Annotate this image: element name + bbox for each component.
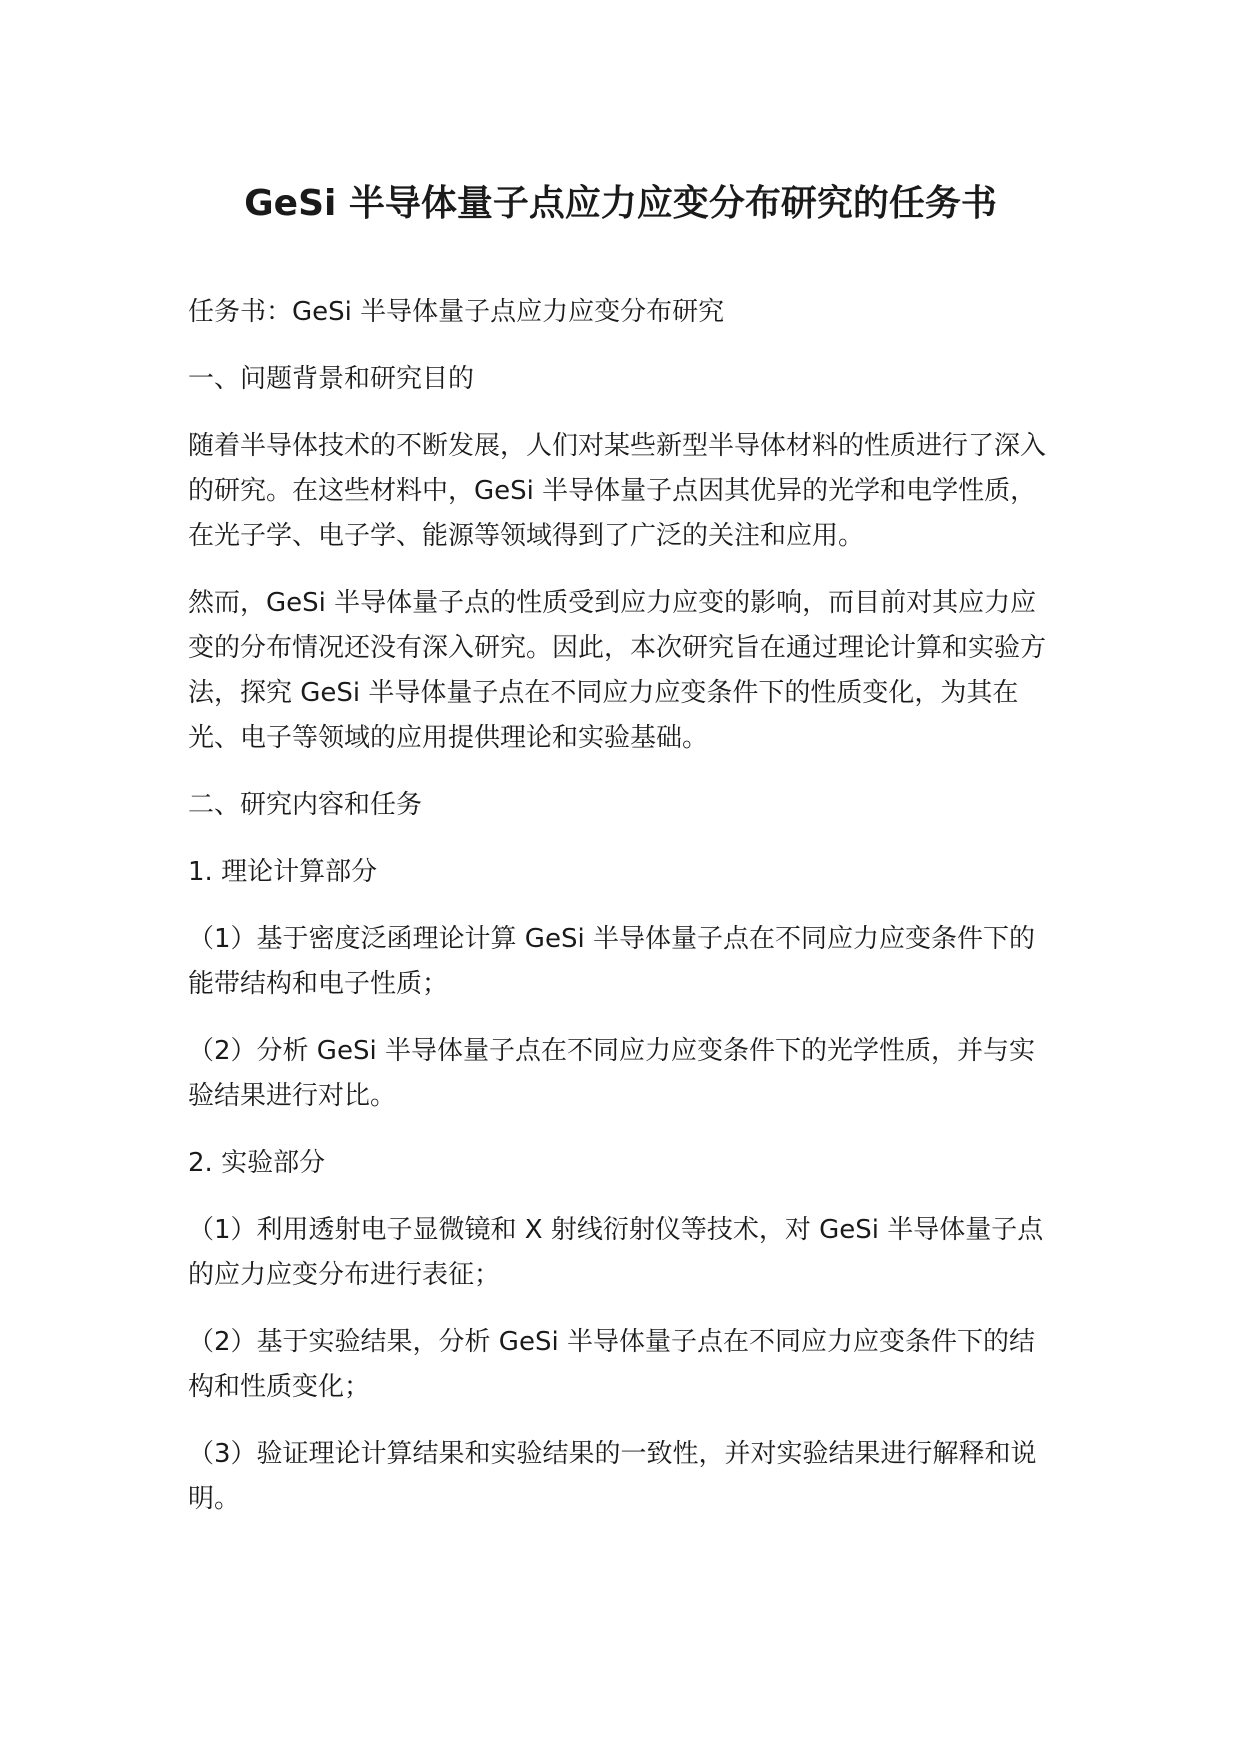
theory-item-1: （1）基于密度泛函理论计算 GeSi 半导体量子点在不同应力应变条件下的能带结构和电子性质； [188, 924, 1035, 999]
paragraph-purpose: 然而，GeSi 半导体量子点的性质受到应力应变的影响，而目前对其应力应变的分布情况还没有深入研究。因此，本次研究旨在通过理论计算和实验方法，探究 GeSi 半导体量子点在不同应力应变条件下的性质变化，为其在光、电子等领域的应用提供理论和实验基础。 [188, 588, 1047, 753]
experiment-item-1: （1）利用透射电子显微镜和 X 射线衍射仪等技术，对 GeSi 半导体量子点的应力应变分布进行表征； [188, 1215, 1044, 1290]
task-book-heading: 任务书：GeSi 半导体量子点应力应变分布研究 [188, 297, 725, 327]
experiment-item-2: （2）基于实验结果，分析 GeSi 半导体量子点在不同应力应变条件下的结构和性质变化； [188, 1327, 1035, 1402]
section-heading-content: 二、研究内容和任务 [188, 790, 423, 820]
subsection-heading-theory: 1. 理论计算部分 [188, 857, 378, 887]
section-heading-background: 一、问题背景和研究目的 [188, 364, 475, 394]
document-body [188, 290, 1058, 1544]
subsection-heading-experiment: 2. 实验部分 [188, 1148, 326, 1178]
experiment-item-3: （3）验证理论计算结果和实验结果的一致性，并对实验结果进行解释和说明。 [188, 1439, 1037, 1514]
document-title: GeSi 半导体量子点应力应变分布研究的任务书 [244, 183, 997, 224]
paragraph-background: 随着半导体技术的不断发展，人们对某些新型半导体材料的性质进行了深入的研究。在这些材料中，GeSi 半导体量子点因其优异的光学和电学性质，在光子学、电子学、能源等领域得到了广泛的关注和应用。 [188, 431, 1047, 551]
theory-item-2: （2）分析 GeSi 半导体量子点在不同应力应变条件下的光学性质，并与实验结果进行对比。 [188, 1036, 1035, 1111]
